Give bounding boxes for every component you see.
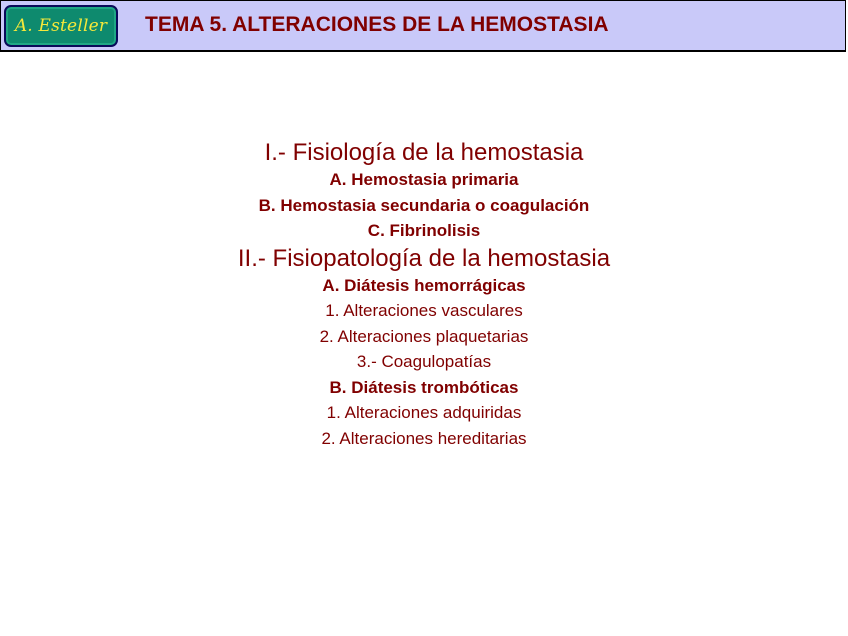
author-logo-text: A. Esteller [14,16,108,36]
outline-item-diatesis-tromboticas: B. Diátesis trombóticas [329,377,519,397]
header-bar [0,0,846,52]
author-logo-badge [4,5,118,47]
slide-title: TEMA 5. ALTERACIONES DE LA HEMOSTASIA [145,13,609,36]
outline-item-hemostasia-primaria: A. Hemostasia primaria [329,170,519,189]
outline-heading-fisiopatologia: II.- Fisiopatología de la hemostasia [237,244,611,272]
outline-item-diatesis-hemorragicas: A. Diátesis hemorrágicas [322,275,526,295]
topic-outline [0,138,848,451]
outline-subitem-alteraciones-hereditarias: 2. Alteraciones hereditarias [321,428,527,448]
outline-subitem-alteraciones-adquiridas: 1. Alteraciones adquiridas [326,403,522,422]
outline-item-fibrinolisis: C. Fibrinolisis [367,221,481,240]
outline-subitem-alteraciones-plaquetarias: 2. Alteraciones plaquetarias [319,326,529,346]
outline-item-hemostasia-secundaria: B. Hemostasia secundaria o coagulación [258,195,590,215]
outline-heading-fisiologia: I.- Fisiología de la hemostasia [264,139,584,166]
outline-subitem-coagulopatias: 3.- Coagulopatías [356,352,492,371]
outline-subitem-alteraciones-vasculares: 1. Alteraciones vasculares [325,301,523,320]
